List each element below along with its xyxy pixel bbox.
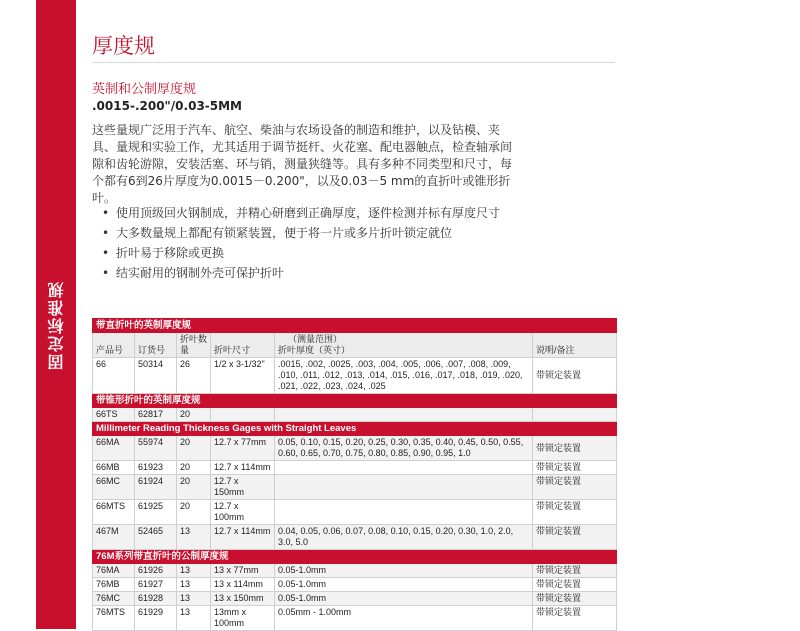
cell-product: 467M [93,525,135,550]
cell-leaves: 20 [177,408,211,422]
cell-thickness: 0.05, 0.10, 0.15, 0.20, 0.25, 0.30, 0.35, 0.40, 0.45, 0.50, 0.55, 0.60, 0.65, 0.70, 0.75, 0.80, 0.85, 0.90, 0.95, 1.0 [275,436,533,461]
col-header-thickness [275,333,533,358]
cell-leaves: 13 [177,592,211,606]
cell-order: 61925 [135,500,177,525]
table-row [93,408,617,422]
cell-order: 61924 [135,475,177,500]
cell-notes: 带锁定装置 [533,475,617,500]
cell-order: 61929 [135,606,177,631]
sidebar-label: 固定标准规 [47,280,66,370]
cell-product: 76MC [93,592,135,606]
cell-size: 12.7 x 114mm [211,461,275,475]
cell-order: 61923 [135,461,177,475]
table-section-header [93,394,617,408]
table-row [93,500,617,525]
cell-size: 13 x 150mm [211,592,275,606]
cell-notes: 带锁定装置 [533,592,617,606]
cell-thickness: 0.05-1.0mm [275,564,533,578]
cell-order: 50314 [135,358,177,394]
cell-size: 12.7 x 114mm [211,525,275,550]
cell-thickness: 0.05-1.0mm [275,578,533,592]
table-row [93,606,617,631]
cell-product: 66MA [93,436,135,461]
col-header-thickness-label: 折叶厚度（英寸） [278,345,351,355]
cell-notes [533,408,617,422]
feature-item: • 大多数量规上都配有锁紧装置，便于将一片或多片折叶锁定就位 [102,225,512,241]
cell-notes: 带锁定装置 [533,606,617,631]
col-header-size: 折叶尺寸 [211,333,275,358]
table-section-header [93,319,617,333]
cell-product: 66 [93,358,135,394]
cell-notes: 带锁定装置 [533,358,617,394]
cell-product: 66MB [93,461,135,475]
col-header-notes: 说明/备注 [533,333,617,358]
table-row [93,525,617,550]
section-label: Millimeter Reading Thickness Gages with Straight Leaves [93,422,617,436]
feature-item: • 折叶易于移除或更换 [102,245,512,261]
col-header-leaves: 折叶数量 [177,333,211,358]
cell-size: 13 x 114mm [211,578,275,592]
cell-product: 66MTS [93,500,135,525]
table-section-header [93,422,617,436]
cell-product: 76MA [93,564,135,578]
cell-notes: 带锁定装置 [533,461,617,475]
cell-order: 62817 [135,408,177,422]
cell-thickness [275,408,533,422]
cell-size: 13 x 77mm [211,564,275,578]
table-row [93,578,617,592]
table-row [93,475,617,500]
cell-thickness [275,461,533,475]
table-row [93,592,617,606]
cell-notes: 带锁定装置 [533,578,617,592]
table-row [93,461,617,475]
section-label: 76M系列带直折叶的公制厚度规 [93,550,617,564]
cell-notes: 带锁定装置 [533,500,617,525]
cell-product: 66TS [93,408,135,422]
cell-thickness [275,475,533,500]
col-header-thickness-range: （测量范围） [288,334,343,344]
title-divider [92,62,615,63]
cell-size: 1/2 x 3-1/32" [211,358,275,394]
table-row [93,358,617,394]
feature-item: • 结实耐用的钢制外壳可保护折叶 [102,265,512,281]
table-header-row [93,333,617,358]
cell-order: 55974 [135,436,177,461]
section-label: 带直折叶的英制厚度规 [93,319,617,333]
cell-leaves: 13 [177,578,211,592]
cell-leaves: 20 [177,461,211,475]
thickness-range: .0015-.200"/0.03-5MM [92,99,242,113]
cell-product: 76MTS [93,606,135,631]
cell-leaves: 13 [177,525,211,550]
cell-leaves: 13 [177,564,211,578]
table-section-header [93,550,617,564]
cell-leaves: 26 [177,358,211,394]
spec-table [92,318,617,631]
cell-size [211,408,275,422]
cell-product: 66MC [93,475,135,500]
section-title: 英制和公制厚度规 [92,82,197,97]
cell-size: 12.7 x 150mm [211,475,275,500]
cell-size: 12.7 x 100mm [211,500,275,525]
col-header-order: 订货号 [135,333,177,358]
cell-size: 13mm x 100mm [211,606,275,631]
feature-list [102,205,512,285]
cell-thickness: 0.05-1.0mm [275,592,533,606]
cell-order: 61927 [135,578,177,592]
table-row [93,436,617,461]
cell-leaves: 20 [177,475,211,500]
cell-thickness: .0015, .002, .0025, .003, .004, .005, .006, .007, .008, .009, .010, .011, .012, .013, .014, .015, .016, .017, .018, .019, .020, .021, .022, .023, .024, .025 [275,358,533,394]
cell-thickness: 0.05mm - 1.00mm [275,606,533,631]
page-title: 厚度规 [92,34,155,58]
col-header-product: 产品号 [93,333,135,358]
cell-notes: 带锁定装置 [533,436,617,461]
cell-order: 61926 [135,564,177,578]
cell-size: 12.7 x 77mm [211,436,275,461]
cell-notes: 带锁定装置 [533,564,617,578]
description-paragraph: 这些量规广泛用于汽车、航空、柴油与农场设备的制造和维护，以及钻模、夹具、量规和实验工作，尤其适用于调节挺杆、火花塞、配电器触点，检查轴承间隙和齿轮游隙，安装活塞、环与销，测量狭缝等。具有多种不同类型和尺寸，每个都有6到26片厚度为0.0015－0.200"，以及0.03－5 mm的直折叶或锥形折叶。 [92,123,513,205]
section-label: 带锥形折叶的英制厚度规 [93,394,617,408]
cell-leaves: 20 [177,436,211,461]
cell-leaves: 13 [177,606,211,631]
cell-thickness: 0.04, 0.05, 0.06, 0.07, 0.08, 0.10, 0.15, 0.20, 0.30, 1.0, 2.0, 3.0, 5.0 [275,525,533,550]
cell-thickness [275,500,533,525]
cell-product: 76MB [93,578,135,592]
cell-order: 61928 [135,592,177,606]
cell-leaves: 20 [177,500,211,525]
table-row [93,564,617,578]
cell-notes: 带锁定装置 [533,525,617,550]
cell-order: 52465 [135,525,177,550]
feature-item: • 使用顶级回火钢制成，并精心研磨到正确厚度，逐件检测并标有厚度尺寸 [102,205,512,221]
